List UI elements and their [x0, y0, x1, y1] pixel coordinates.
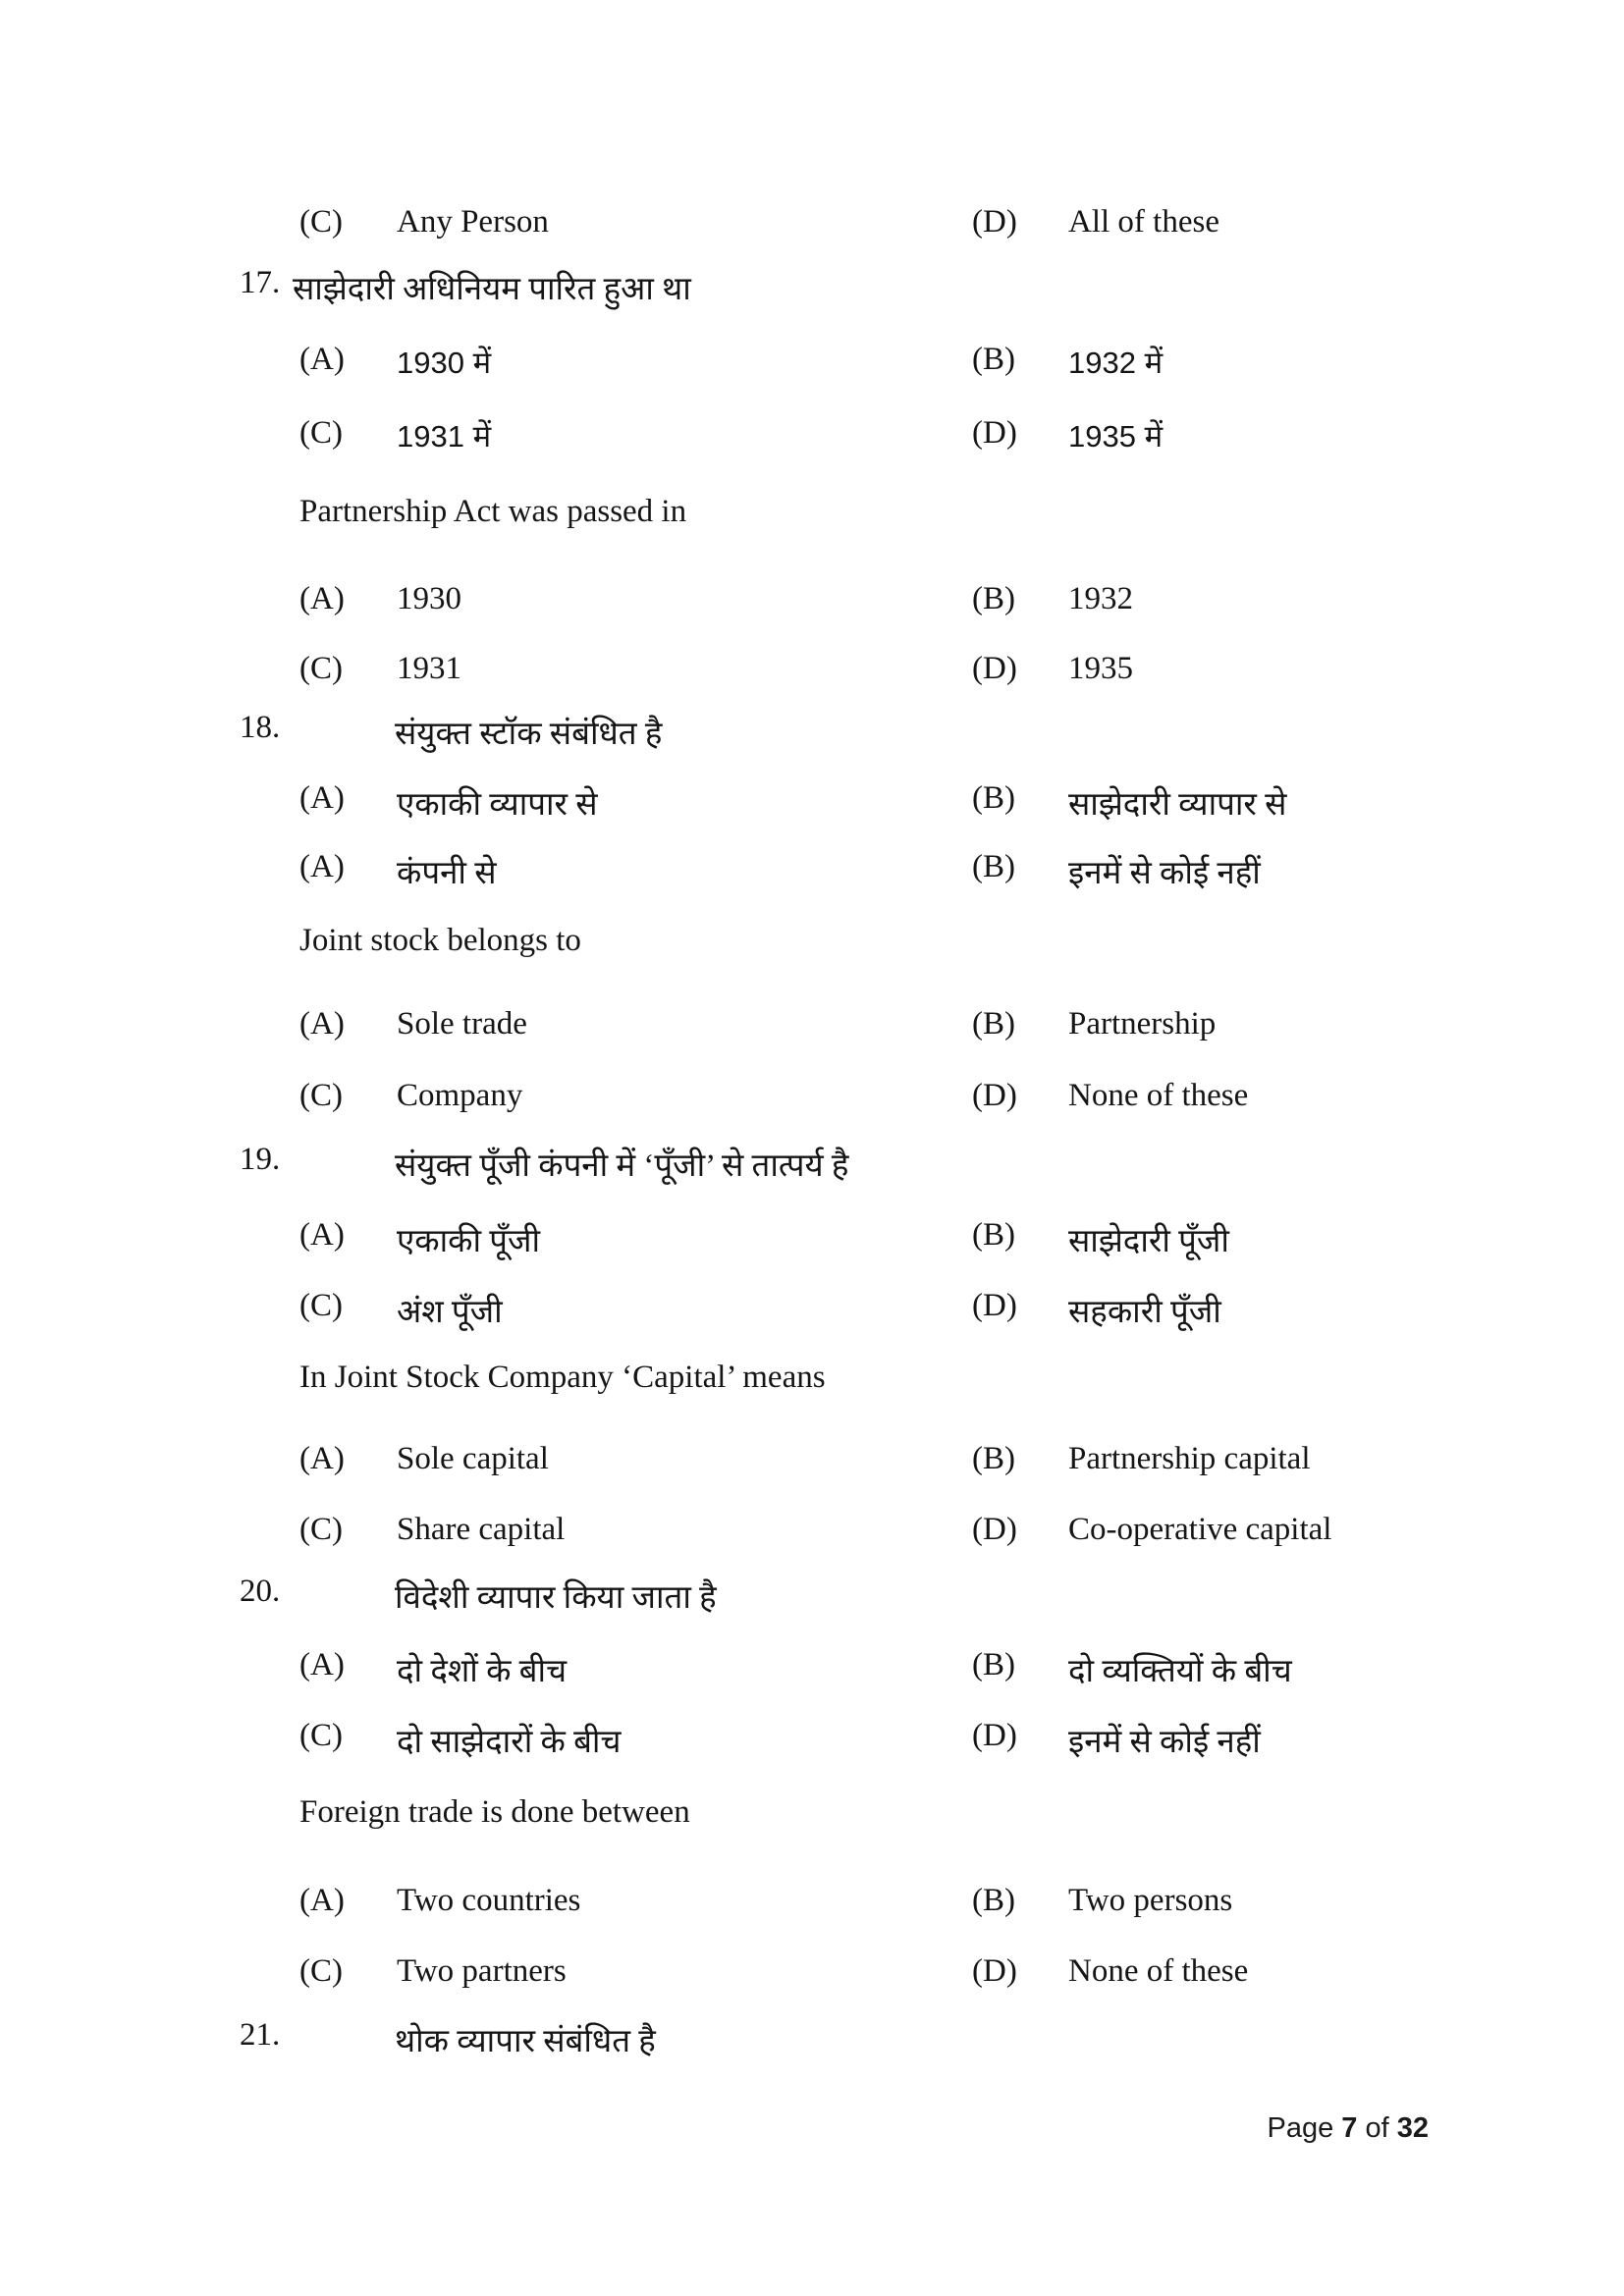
- option-label: (C): [299, 1288, 343, 1323]
- option-text: Two partners: [397, 1953, 567, 1989]
- option-row: [0, 1647, 1624, 1702]
- question-number: 17.: [240, 265, 281, 300]
- option-text: Partnership capital: [1068, 1441, 1311, 1476]
- option-text: Co-operative capital: [1068, 1512, 1332, 1547]
- question-heading-english: [0, 494, 1624, 549]
- question-heading: [0, 1142, 1624, 1197]
- option-label: (C): [299, 1078, 343, 1113]
- question-heading: [0, 2017, 1624, 2072]
- option-row: [0, 849, 1624, 904]
- option-label: (D): [972, 204, 1017, 240]
- question-text-english: In Joint Stock Company ‘Capital’ means: [299, 1360, 826, 1395]
- option-label: (D): [972, 1078, 1017, 1113]
- option-text: Sole trade: [397, 1006, 527, 1041]
- question-heading: [0, 1574, 1624, 1629]
- question-heading-english: [0, 1794, 1624, 1849]
- option-label: (D): [972, 1288, 1017, 1323]
- option-row: [0, 415, 1624, 470]
- option-row: [0, 780, 1624, 835]
- option-label: (B): [972, 342, 1015, 377]
- option-row: [0, 204, 1624, 259]
- option-label: (C): [299, 1512, 343, 1547]
- option-label: (A): [299, 342, 345, 377]
- option-label: (B): [972, 849, 1015, 884]
- option-text: कंपनी से: [397, 856, 497, 891]
- option-label: (A): [299, 1217, 345, 1253]
- option-label: (A): [299, 1441, 345, 1476]
- question-number: 19.: [240, 1142, 281, 1177]
- option-text: Two persons: [1068, 1883, 1233, 1918]
- option-text: 1932 में: [1068, 346, 1164, 380]
- option-label: (A): [299, 1883, 345, 1918]
- footer-page-number: 7: [1341, 2112, 1358, 2144]
- option-label: (B): [972, 1006, 1015, 1041]
- question-text-english: Foreign trade is done between: [299, 1794, 690, 1830]
- option-text: सहकारी पूँजी: [1068, 1295, 1221, 1330]
- option-label: (D): [972, 1512, 1017, 1547]
- option-label: (C): [299, 415, 343, 451]
- option-text: 1935: [1068, 651, 1133, 686]
- option-label: (A): [299, 780, 345, 816]
- option-row: [0, 1288, 1624, 1343]
- question-number: 20.: [240, 1574, 281, 1609]
- question-number: 18.: [240, 710, 281, 745]
- option-label: (D): [972, 1953, 1017, 1989]
- option-text: दो व्यक्तियों के बीच: [1068, 1654, 1292, 1689]
- footer-page-word: Page: [1267, 2112, 1334, 2144]
- option-text: 1931: [397, 651, 461, 686]
- option-text: साझेदारी पूँजी: [1068, 1224, 1229, 1259]
- option-label: (B): [972, 581, 1015, 616]
- option-row: [0, 581, 1624, 636]
- option-text: 1932: [1068, 581, 1133, 616]
- option-label: (A): [299, 1647, 345, 1682]
- question-heading: [0, 710, 1624, 765]
- question-text-hindi: साझेदारी अधिनियम पारित हुआ था: [293, 272, 691, 307]
- question-text-hindi: थोक व्यापार संबंधित है: [395, 2024, 656, 2059]
- option-label: (D): [972, 415, 1017, 451]
- option-label: (C): [299, 1718, 343, 1753]
- option-label: (C): [299, 1953, 343, 1989]
- option-label: (C): [299, 651, 343, 686]
- option-text: 1930: [397, 581, 461, 616]
- option-text: इनमें से कोई नहीं: [1068, 856, 1261, 891]
- option-row: [0, 342, 1624, 397]
- option-label: (D): [972, 651, 1017, 686]
- option-text: अंश पूँजी: [397, 1295, 503, 1330]
- option-label: (D): [972, 1718, 1017, 1753]
- option-row: [0, 1441, 1624, 1496]
- option-row: [0, 1512, 1624, 1567]
- option-row: [0, 1718, 1624, 1773]
- option-label: (A): [299, 581, 345, 616]
- option-label: (A): [299, 1006, 345, 1041]
- option-text: दो देशों के बीच: [397, 1654, 568, 1689]
- option-text: एकाकी व्यापार से: [397, 787, 598, 823]
- option-text: Partnership: [1068, 1006, 1217, 1041]
- question-heading: [0, 265, 1624, 320]
- option-text: 1935 में: [1068, 419, 1164, 454]
- footer-total-pages: 32: [1396, 2112, 1429, 2144]
- option-label: (B): [972, 1441, 1015, 1476]
- option-text: 1930 में: [397, 346, 492, 380]
- option-text: Any Person: [397, 204, 549, 240]
- option-label: (B): [972, 1883, 1015, 1918]
- question-text-hindi: विदेशी व्यापार किया जाता है: [395, 1580, 717, 1616]
- option-row: [0, 1006, 1624, 1061]
- option-text: दो साझेदारों के बीच: [397, 1725, 622, 1760]
- option-row: [0, 1883, 1624, 1938]
- question-text-english: Partnership Act was passed in: [299, 494, 687, 529]
- option-row: [0, 651, 1624, 706]
- question-text-hindi: संयुक्त पूँजी कंपनी में ‘पूँजी’ से तात्पर्य है: [395, 1148, 849, 1184]
- option-text: एकाकी पूँजी: [397, 1224, 541, 1259]
- option-label: (B): [972, 780, 1015, 816]
- option-row: [0, 1953, 1624, 2008]
- footer-of-word: of: [1365, 2112, 1389, 2144]
- option-text: Share capital: [397, 1512, 566, 1547]
- option-text: इनमें से कोई नहीं: [1068, 1725, 1261, 1760]
- option-row: [0, 1078, 1624, 1133]
- question-text-hindi: संयुक्त स्टॉक संबंधित है: [395, 717, 663, 752]
- question-heading-english: [0, 923, 1624, 978]
- option-text: None of these: [1068, 1078, 1249, 1113]
- option-label: (B): [972, 1217, 1015, 1253]
- question-heading-english: [0, 1360, 1624, 1415]
- option-text: साझेदारी व्यापार से: [1068, 787, 1287, 823]
- page-footer: [1267, 2112, 1429, 2145]
- option-text: 1931 में: [397, 419, 492, 454]
- option-text: All of these: [1068, 204, 1219, 240]
- question-number: 21.: [240, 2017, 281, 2053]
- question-text-english: Joint stock belongs to: [299, 923, 581, 958]
- option-text: None of these: [1068, 1953, 1249, 1989]
- option-label: (C): [299, 204, 343, 240]
- option-row: [0, 1217, 1624, 1272]
- option-text: Company: [397, 1078, 523, 1113]
- option-text: Two countries: [397, 1883, 581, 1918]
- option-text: Sole capital: [397, 1441, 549, 1476]
- option-label: (B): [972, 1647, 1015, 1682]
- option-label: (A): [299, 849, 345, 884]
